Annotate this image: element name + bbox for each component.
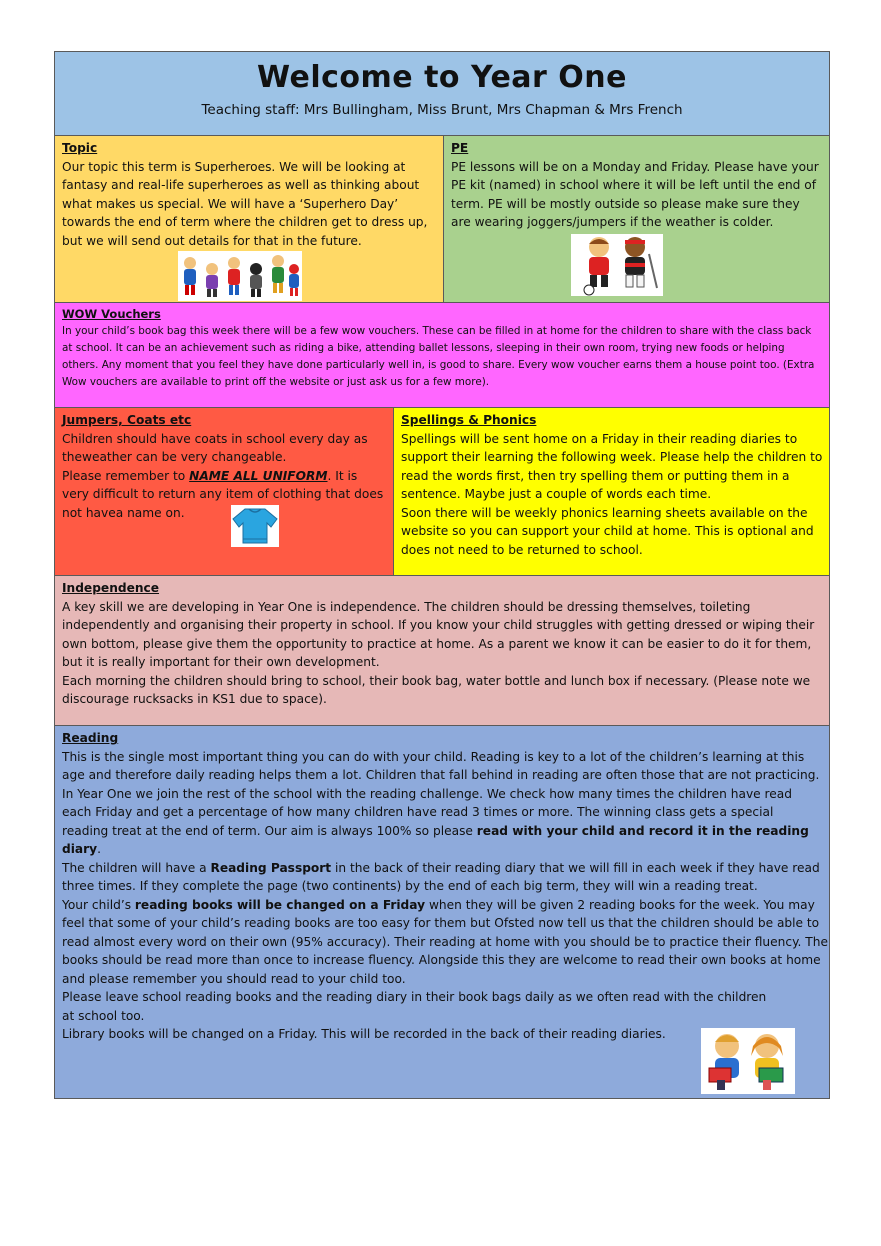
staff-list: Teaching staff: Mrs Bullingham, Miss Brunt, Mrs Chapman & Mrs French	[201, 102, 683, 118]
reading-heading: Reading	[62, 731, 119, 745]
pe-section	[443, 136, 829, 302]
jumpers-spellings-row	[55, 408, 829, 576]
independence-text-2: Each morning the children should bring to school, their book bag, water bottle and lunch box if necessary. (Please note we discourage rucksacks in KS1 due to space).	[62, 673, 811, 706]
pe-heading: PE	[451, 141, 469, 155]
reading-row	[55, 726, 829, 1098]
independence-text-1: A key skill we are developing in Year One is independence. The children should be dressing themselves, toileting independently and organising their property in school. If you know your child struggles with getting dressed or wiping their own bottom, please give them the opportunity to practice at home. As a parent we know it can be easier to do it for them, but it is really important for their own development.	[62, 599, 815, 669]
independence-section	[55, 576, 829, 725]
topic-section	[55, 136, 443, 302]
spellings-text-2: Soon there will be weekly phonics learning sheets available on the website so you can support your child at home. This is optional and does not need to be returned to school.	[401, 505, 814, 557]
jumpers-text-1: Children should have coats in school every day as theweather can be very changeable.	[62, 431, 368, 464]
jumpers-heading: Jumpers, Coats etc	[62, 413, 192, 427]
topic-pe-row	[55, 136, 829, 303]
pe-text: PE lessons will be on a Monday and Friday. Please have your PE kit (named) in school where it will be left until the end of term. PE will be mostly outside so please make sure they are wearing joggers/jumpers if the weather is colder.	[451, 159, 819, 229]
page-title: Welcome to Year One	[257, 60, 627, 95]
topic-text: Our topic this term is Superheroes. We will be looking at fantasy and real-life superheroes as well as thinking about what makes us special. We will have a ‘Superhero Day’ towards the end of term where the children get to dress up, but we will send out details for that in the future.	[62, 159, 428, 248]
title-section	[55, 52, 829, 136]
topic-heading: Topic	[62, 141, 98, 155]
reading-children-clipart	[701, 1028, 795, 1094]
reading-p4: Your child’s reading books will be changed on a Friday when they will be given 2 reading books for the week. You may feel that some of your child’s reading books are too easy for them but Ofsted now tell us that the children should be able to read almost every word on their own (95% accuracy). Their reading at home with you should be to practice their fluency. The books should be read more than once to increase fluency. Alongside this they are welcome to read their own books at home and please remember you should read to your child too.	[62, 897, 828, 986]
wow-row	[55, 303, 829, 408]
independence-row	[55, 576, 829, 726]
spellings-heading: Spellings & Phonics	[401, 413, 537, 427]
spellings-section	[393, 408, 829, 575]
jumpers-section	[55, 408, 393, 575]
superheroes-clipart	[178, 251, 302, 301]
reading-p6: Library books will be changed on a Friday. This will be recorded in the back of their reading diaries.	[62, 1027, 666, 1041]
wow-section	[55, 303, 829, 407]
sport-kids-clipart	[571, 234, 663, 296]
name-all-uniform: NAME ALL UNIFORM	[189, 468, 328, 483]
jumpers-text-2: Please remember to NAME ALL UNIFORM. It is very difficult to return any item of clothing that does not havea name on.	[62, 468, 384, 520]
independence-heading: Independence	[62, 581, 160, 595]
wow-heading: WOW Vouchers	[62, 307, 161, 321]
jumper-clipart	[231, 505, 279, 547]
reading-p1: This is the single most important thing you can do with your child. Reading is key to a lot of the children’s learning at this age and therefore daily reading helps them a lot. Children that fall behind in reading are often those that are not practicing.	[62, 749, 820, 782]
spellings-text-1: Spellings will be sent home on a Friday in their reading diaries to support their learning the following week. Please help the children to read the words first, then try spelling them or putting them in a sentence. Maybe just a couple of words each time.	[401, 431, 823, 501]
reading-p3: The children will have a Reading Passport in the back of their reading diary that we will fill in each week if they have read three times. If they complete the page (two continents) by the end of each big term, they will win a reading treat.	[62, 860, 820, 893]
reading-p2: In Year One we join the rest of the school with the reading challenge. We check how many times the children have read each Friday and get a percentage of how many children have read 3 times or more. The winning class gets a special reading treat at the end of term. Our aim is always 100% so please read with your child and record it in the reading diary.	[62, 786, 809, 856]
reading-p5: Please leave school reading books and the reading diary in their book bags daily as we often read with the children at school too.	[62, 990, 767, 1023]
wow-text: In your child’s book bag this week there will be a few wow vouchers. These can be filled in at home for the children to share with the class back at school. It can be an achievement such as riding a bike, attending ballet lessons, sleeping in their own room, trying new foods or helping others. Any moment that you feel they have done particularly well in, is good to share. Every wow voucher earns them a house point too. (Extra Wow vouchers are available to print off the website or just ask us for a few more).	[62, 325, 815, 388]
reading-section	[55, 726, 829, 1098]
newsletter	[54, 51, 830, 1099]
